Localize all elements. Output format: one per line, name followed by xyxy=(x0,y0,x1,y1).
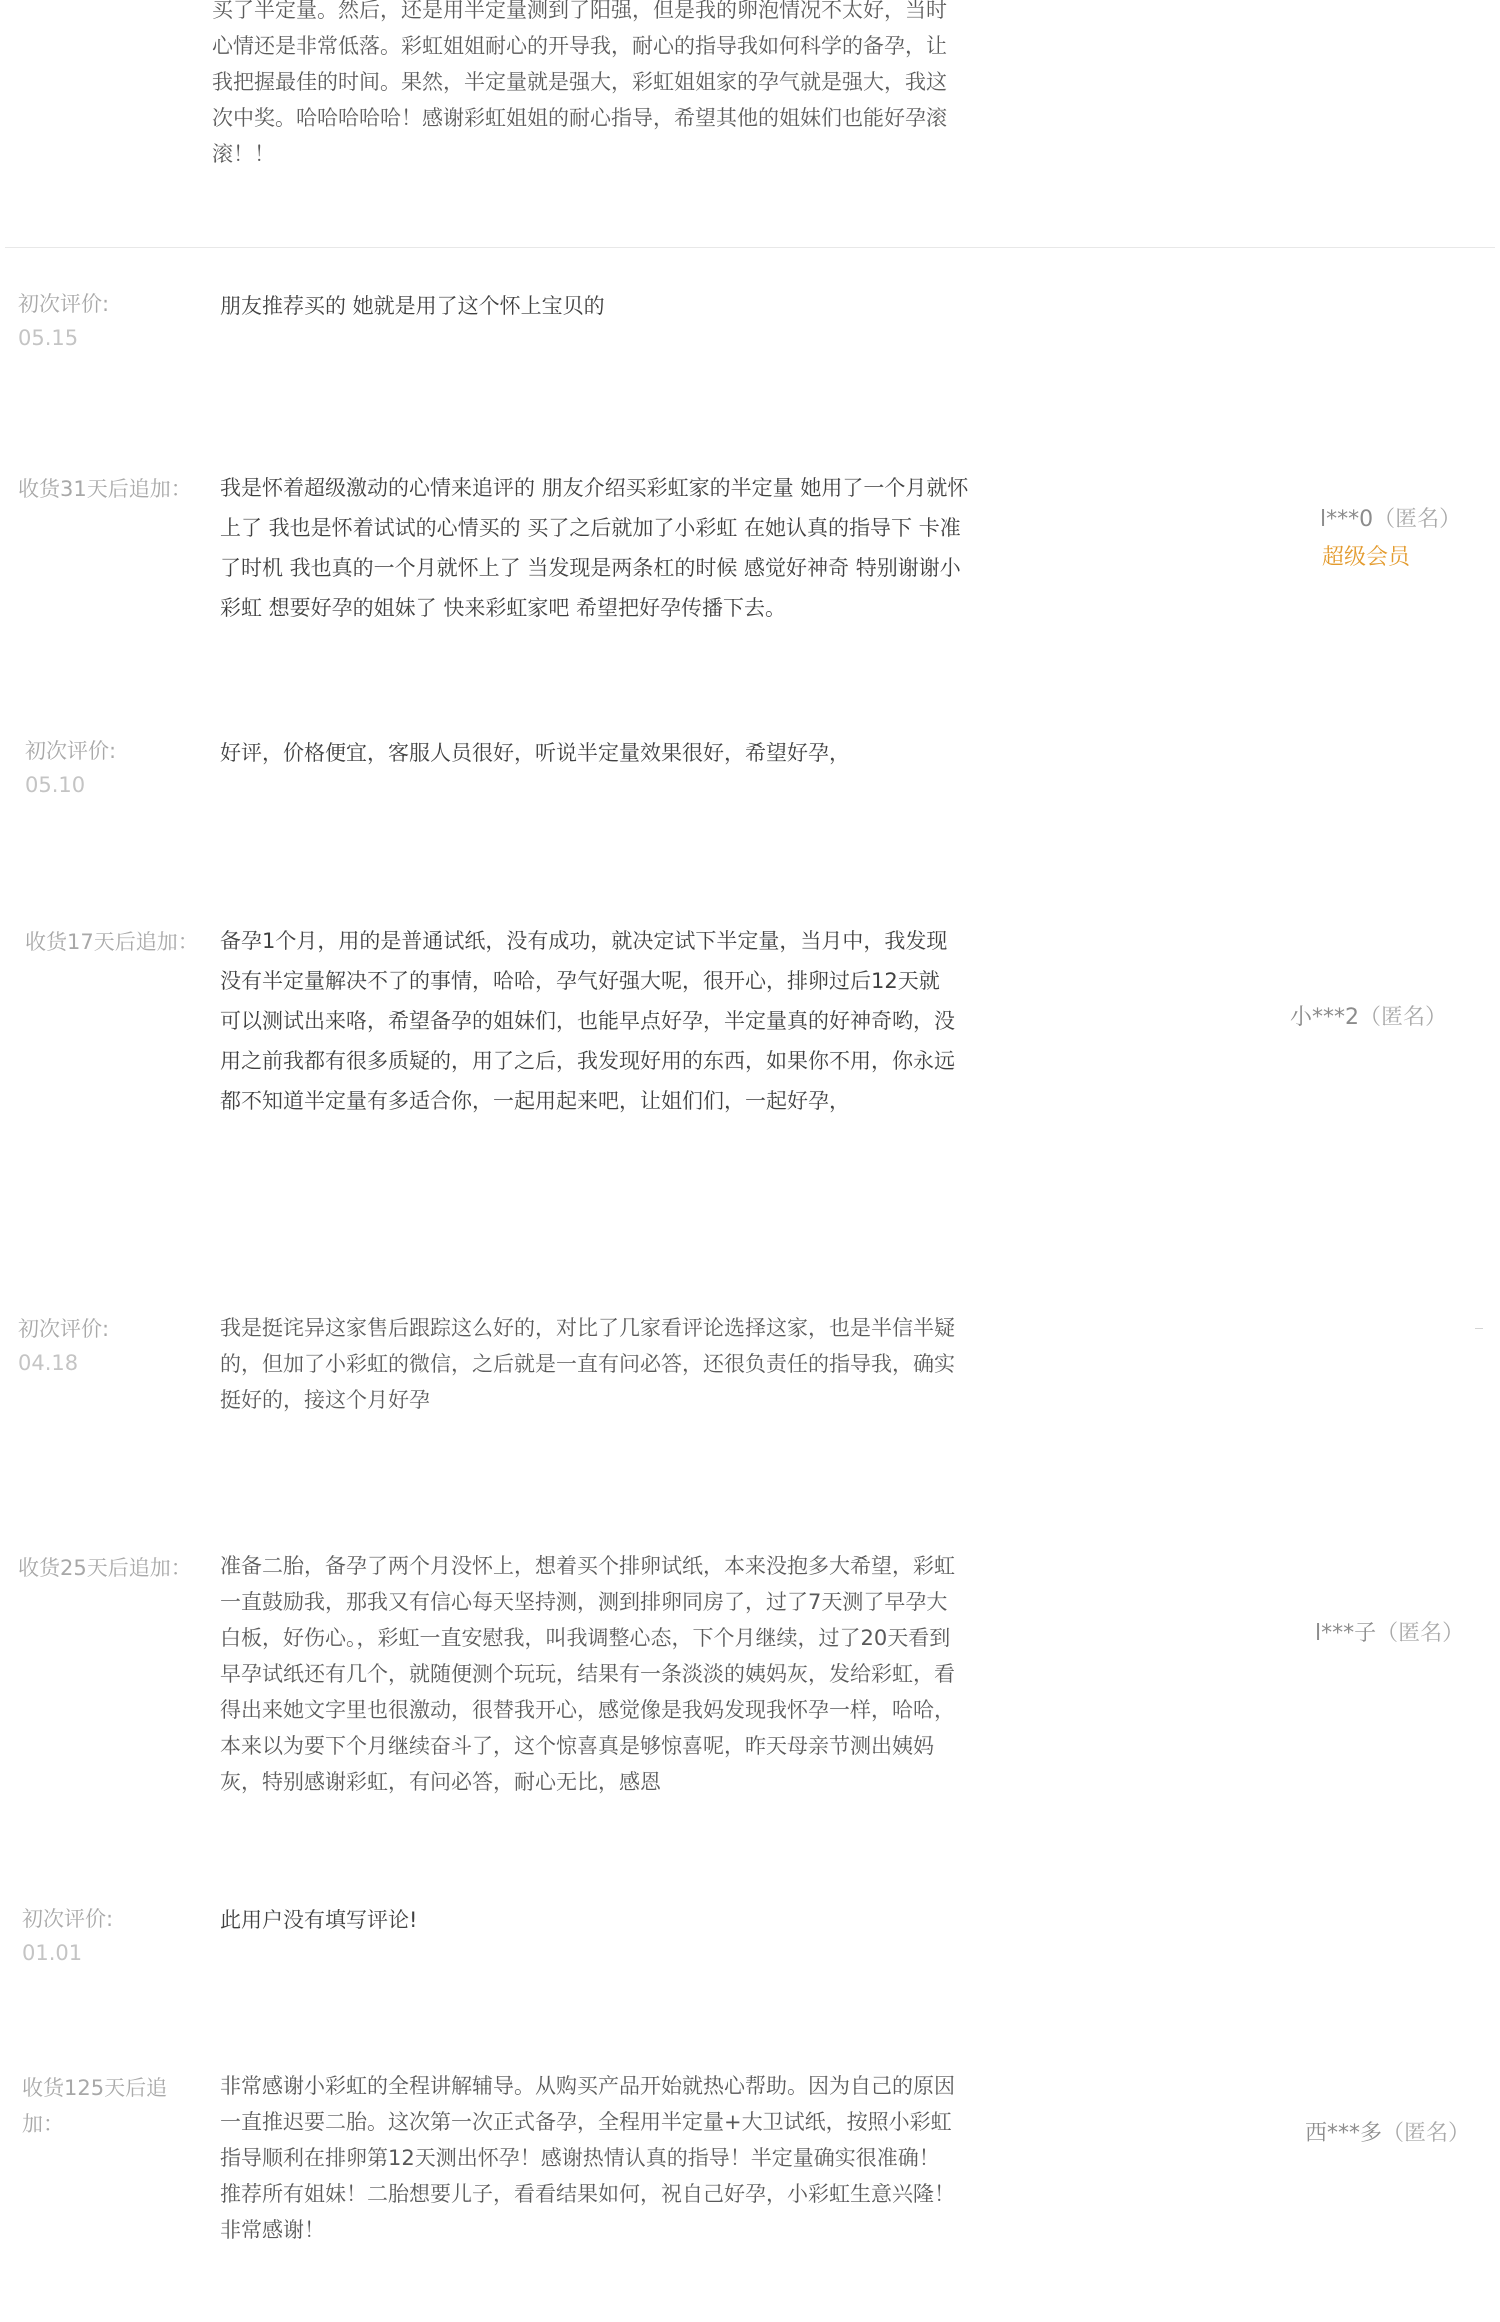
initial-review-text: 此用户没有填写评论! xyxy=(220,1908,418,1932)
review-date: 01.01 xyxy=(22,1941,83,1965)
reviewer-name[interactable] xyxy=(1315,1616,1464,1647)
reviewer-username[interactable]: l***子 xyxy=(1315,1621,1377,1646)
review-text: 买了半定量。然后，还是用半定量测到了阳强，但是我的卵泡情况不太好，当时心情还是非常低落。彩虹姐姐耐心的开导我，耐心的指导我如何科学的备孕，让我把握最佳的时间。果然，半定量就是强大，彩虹姐姐家的孕气就是强大，我这次中奖。哈哈哈哈哈！感谢彩虹姐姐的耐心指导，希望其他的姐妹们也能好孕滚滚！！ xyxy=(212,0,947,166)
initial-review-label-text: 初次评价: xyxy=(22,1907,114,1931)
anonymous-tag: （匿名） xyxy=(1359,1005,1448,1030)
anonymous-tag: （匿名） xyxy=(1373,507,1462,532)
reviewer-name[interactable] xyxy=(1305,2116,1470,2147)
initial-review-label-text: 初次评价: xyxy=(18,1317,110,1341)
initial-review-label xyxy=(22,1902,113,1970)
followup-review-text: 准备二胎，备孕了两个月没怀上，想着买个排卵试纸，本来没抱多大希望，彩虹一直鼓励我，那我又有信心每天坚持测，测到排卵同房了，过了7天测了早孕大白板，好伤心。，彩虹一直安慰我，叫我调整心态，下个月继续，过了20天看到早孕试纸还有几个，就随便测个玩玩，结果有一条淡淡的姨妈灰，发给彩虹，看得出来她文字里也很激动，很替我开心，感觉像是我妈发现我怀孕一样，哈哈，本来以为要下个月继续奋斗了，这个惊喜真是够惊喜呢，昨天母亲节测出姨妈灰，特别感谢彩虹，有问必答，耐心无比，感恩 xyxy=(220,1554,955,1794)
initial-review-label xyxy=(18,1312,109,1380)
followup-label: 收货125天后追加： xyxy=(22,2076,168,2136)
review-date: 05.10 xyxy=(25,773,86,797)
reviewer-username[interactable]: 小***2 xyxy=(1290,1005,1359,1030)
reviewer-name[interactable] xyxy=(1290,1000,1447,1031)
initial-review-text: 朋友推荐买的 她就是用了这个怀上宝贝的 xyxy=(220,294,605,318)
anonymous-tag: （匿名） xyxy=(1382,2121,1471,2146)
reviewer-username[interactable]: l***0 xyxy=(1320,507,1374,532)
initial-review-label-text: 初次评价: xyxy=(18,292,110,316)
followup-review-text: 非常感谢小彩虹的全程讲解辅导。从购买产品开始就热心帮助。因为自己的原因一直推迟要二胎。这次第一次正式备孕，全程用半定量+大卫试纸，按照小彩虹指导顺利在排卵第12天测出怀孕！感谢热情认真的指导！半定量确实很准确！推荐所有姐妹！二胎想要儿子，看看结果如何，祝自己好孕，小彩虹生意兴隆！非常感谢！ xyxy=(220,2074,955,2242)
followup-label: 收货25天后追加： xyxy=(18,1556,192,1580)
reviewer-name[interactable] xyxy=(1320,502,1461,533)
initial-review-text: 我是挺诧异这家售后跟踪这么好的，对比了几家看评论选择这家，也是半信半疑的，但加了小彩虹的微信，之后就是一直有问必答，还很负责任的指导我，确实挺好的，接这个月好孕 xyxy=(220,1316,955,1412)
initial-review-label-text: 初次评价: xyxy=(25,739,117,763)
followup-review-text: 备孕1个月，用的是普通试纸，没有成功，就决定试下半定量，当月中，我发现没有半定量解决不了的事情，哈哈，孕气好强大呢，很开心，排卵过后12天就可以测试出来咯，希望备孕的姐妹们，也能早点好孕，半定量真的好神奇哟，没用之前我都有很多质疑的，用了之后，我发现好用的东西，如果你不用，你永远都不知道半定量有多适合你，一起用起来吧，让姐们们，一起好孕， xyxy=(220,929,955,1113)
initial-review-text: 好评，价格便宜，客服人员很好，听说半定量效果很好，希望好孕， xyxy=(220,741,850,765)
followup-review-text: 我是怀着超级激动的心情来追评的 朋友介绍买彩虹家的半定量 她用了一个月就怀上了 我也是怀着试试的心情买的 买了之后就加了小彩虹 在她认真的指导下 卡准了时机 我也真的一个月就怀上了 当发现是两条杠的时候 感觉好神奇 特别谢谢小彩虹 想要好孕的姐妹了 快来彩虹家吧 希望把好孕传播下去。 xyxy=(220,476,969,620)
followup-label: 收货31天后追加： xyxy=(18,477,192,501)
review-date: 04.18 xyxy=(18,1351,79,1375)
initial-review-label xyxy=(18,287,109,355)
review-divider xyxy=(5,247,1495,248)
member-badge: 超级会员 xyxy=(1322,545,1411,570)
review-date: 05.15 xyxy=(18,326,79,350)
initial-review-label xyxy=(25,734,116,802)
followup-label: 收货17天后追加： xyxy=(25,930,199,954)
divider xyxy=(1475,1328,1483,1329)
reviewer-username[interactable]: 西***多 xyxy=(1305,2121,1383,2146)
anonymous-tag: （匿名） xyxy=(1376,1621,1465,1646)
